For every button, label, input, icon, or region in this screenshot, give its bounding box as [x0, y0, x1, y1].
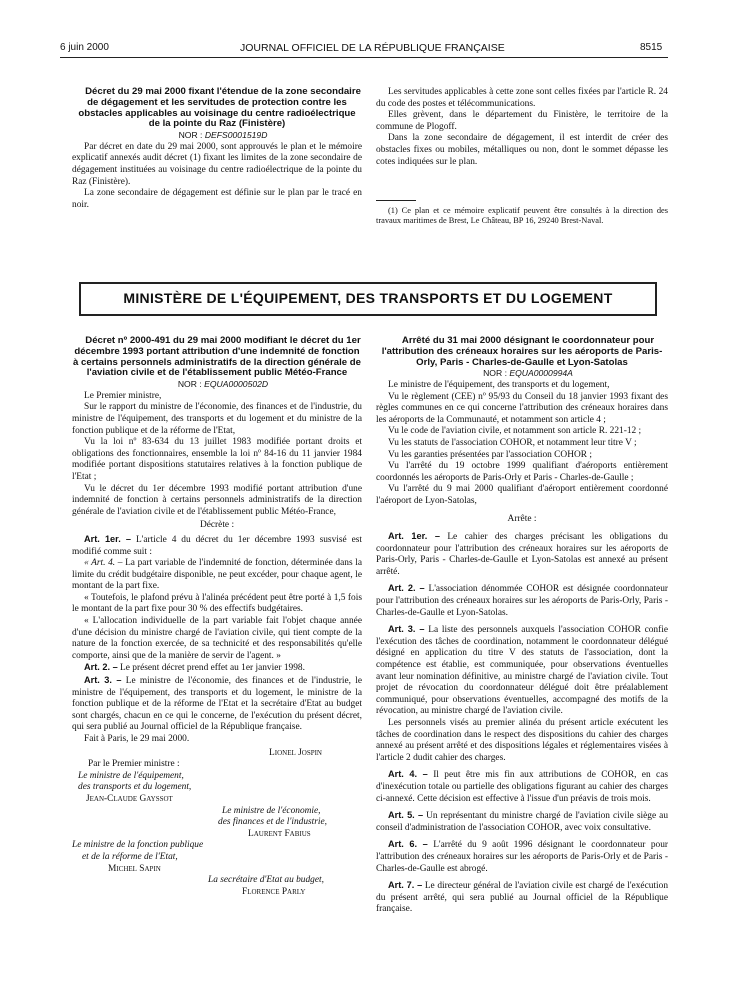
paragraph: Elles grèvent, dans le département du Finistère, le territoire de la commune de Plogoff.: [376, 110, 668, 132]
paragraph: Le ministre de l'équipement, des transports et du logement,: [388, 379, 610, 390]
article-text: Il peut être mis fin aux attributions de COHOR, en cas d'inexécution totale ou partielle des obligations figurant au cahier des charges ci-annexé. Cette décision est effective à l'issue d'un préavis de trois mois.: [376, 770, 669, 804]
sig4-name: Florence Parly: [242, 886, 306, 897]
decrete: Décrète :: [199, 520, 235, 531]
paragraph: La zone secondaire de dégagement est définie sur le plan par le tracé en noir.: [72, 188, 362, 210]
article-label: Art. 7. –: [388, 880, 423, 891]
page-date: 6 juin 2000: [60, 42, 109, 53]
paragraph: Par décret en date du 29 mai 2000, sont approuvés le plan et le mémoire explicatif annexés audit décret (1) fixant les limites de la zone secondaire de dégagement instituées au voisinage du centre radioélectrique de la pointe du Raz (Finistère).: [72, 141, 362, 187]
article-label: Art. 2. –: [388, 583, 425, 594]
footnote: [376, 206, 668, 226]
quote-1: [72, 558, 362, 593]
article-3-p2: Les personnels visés au premier alinéa du présent article exécutent les tâches de coordination dans le respect des dispositions du cahier des charges annexé au présent arrêté et des dispositions légales et réglementaires visées à l'article 2 dudit cahier des charges.: [376, 718, 668, 763]
paragraph: Vu les statuts de l'association COHOR, et notamment leur titre V ;: [388, 437, 637, 448]
article-text: L'arrêté du 9 août 1996 désignant le coordonnateur pour l'attribution des créneaux horaires sur les aéroports de Paris-Orly et de Paris - Charles-de-Gaulle est abrogé.: [376, 840, 669, 874]
paragraph: Les servitudes applicables à cette zone sont celles fixées par l'article R. 24 du code des postes et télécommunications.: [376, 87, 668, 109]
article-label: Art. 6. –: [388, 839, 428, 850]
sig4-role1: La secrétaire d'Etat au budget,: [208, 875, 324, 886]
article-label: Art. 1er. –: [84, 533, 132, 544]
par-le-pm: Par le Premier ministre :: [88, 759, 180, 770]
article-label: Art. 3. –: [84, 675, 122, 686]
article-6: [376, 839, 668, 875]
article-2: [376, 583, 668, 619]
article-7: [376, 880, 668, 916]
ministry-title: MINISTÈRE DE L'ÉQUIPEMENT, DES TRANSPORTS ET DU LOGEMENT: [123, 290, 613, 306]
article-1: [376, 531, 668, 578]
sig2-name: Laurent Fabius: [248, 828, 311, 839]
paragraph: Vu le décret du 1er décembre 1993 modifié portant attribution d'une indemnité de fonction à certains personnels administratifs de la direction générale de l'aviation civile et de l'établissement public Météo-France,: [72, 483, 362, 517]
right-arrete-column: [376, 336, 668, 916]
article-4: [376, 769, 668, 805]
article-text: Un représentant du ministre chargé de l'aviation civile siège au conseil d'administration de l'association COHOR, avec voix consultative.: [376, 811, 669, 833]
quote-3: « L'allocation individuelle de la part variable fait l'objet chaque année d'une décision du ministre chargé de l'aviation civile, qui tient compte de la nature de la fonction exercée, de sa technicité et des responsabilités qu'elle comporte, ainsi que de la manière de servir de l'agent. »: [72, 616, 362, 661]
quote-text: La part variable de l'indemnité de fonction, déterminée dans la limite du crédit budgétaire disponible, ne peut excéder, pour chaque agent, le montant de la part fixe.: [72, 558, 362, 592]
paragraph: Vu l'arrêté du 9 mai 2000 qualifiant d'aéroport entièrement coordonné l'aéroport de Lyon-Satolas,: [376, 484, 668, 506]
article-text: Le ministre de l'économie, des finances et de l'industrie, le ministre de l'équipement, des transports et du logement, le ministre de la fonction publique et de la réforme de l'Etat et la secrétaire d'Etat au budget sont chargés, chacun en ce qui le concerne, de l'exécution du présent décret, qui sera publié au Journal officiel de la République française.: [72, 676, 363, 733]
nor-line: [72, 130, 362, 142]
sig1-name: Jean-Claude Gayssot: [86, 793, 173, 804]
paragraph: Dans la zone secondaire de dégagement, il est interdit de créer des obstacles fixes ou mobiles, métalliques ou non, dont le sommet dépasse les cotes indiquées sur le plan.: [376, 133, 668, 167]
nor-code: EQUA0000994A: [509, 368, 573, 379]
arrete-title: Arrêté du 31 mai 2000 désignant le coordonnateur pour l'attribution des créneaux horaires sur les aéroports de Paris-Orly, Paris - Charles-de-Gaulle et Lyon-Satolas: [381, 335, 663, 368]
top-left-column: [72, 87, 362, 211]
journal-title: JOURNAL OFFICIEL DE LA RÉPUBLIQUE FRANÇAISE: [240, 42, 505, 54]
article-text: Le cahier des charges précisant les obligations du coordonnateur pour l'attribution des créneaux horaires sur les aéroports de Paris-Orly, Paris - Charles-de-Gaulle et Lyon-Satolas est annexé au présent arrêté.: [376, 532, 668, 577]
article-2: [72, 662, 362, 675]
header-rule: [60, 57, 668, 58]
article-label: Art. 2. –: [84, 662, 118, 673]
paragraph: Vu l'arrêté du 19 octobre 1999 qualifiant d'aéroports entièrement coordonnés les aéroports de Paris-Orly et Paris - Charles-de-Gaulle ;: [376, 461, 668, 483]
paragraph: Le Premier ministre,: [84, 390, 162, 401]
page-number: 8515: [640, 42, 663, 53]
nor-label: NOR :: [178, 130, 203, 141]
left-decree-column: [72, 336, 362, 898]
paragraph: Vu le règlement (CEE) nº 95/93 du Conseil du 18 janvier 1993 fixant des règles communes en ce qui concerne l'attribution des créneaux horaires dans les aéroports de la Communauté, et notamment son article 4 ;: [376, 391, 668, 425]
sig3-role2: et de la réforme de l'Etat,: [82, 851, 178, 862]
done-at: Fait à Paris, le 29 mai 2000.: [84, 734, 190, 744]
nor-label: NOR :: [483, 368, 507, 379]
article-label: Art. 4. –: [388, 769, 428, 780]
decree-title-raz: Décret du 29 mai 2000 fixant l'étendue de la zone secondaire de dégagement et les servitudes de protection contre les obstacles applicables au voisinage du centre radioélectrique de la pointe du Raz (Finistère): [78, 86, 361, 130]
sig1-role1: Le ministre de l'équipement,: [78, 770, 184, 781]
article-3: [72, 675, 362, 734]
quote-2: « Toutefois, le plafond prévu à l'alinéa précédent peut être porté à 1,5 fois le montant de la part fixe pour 30 % des effectifs budgétaires.: [72, 592, 362, 615]
arrete-label: Arrête :: [507, 513, 537, 524]
sig2-role1: Le ministre de l'économie,: [222, 805, 321, 816]
article-text: La liste des personnels auxquels l'association COHOR confie l'exécution des tâches de coordination, notamment le coordonnateur délégué désigné en application du titre V des statuts de l'association, dont la compétence est établie, est communiquée, pour observations éventuelles avant leur nomination définitive, au ministre chargé de l'aviation civile. Tout projet de révocation du coordonnateur délégué doit être préalablement communiqué, pour observations éventuelles, accompagné des motifs de la révocation, au ministre chargé de l'aviation civile.: [376, 625, 669, 717]
article-5: [376, 810, 668, 834]
article-label: Art. 1er. –: [388, 531, 440, 542]
top-right-column: [376, 87, 668, 168]
nor-code: EQUA0000502D: [204, 379, 269, 390]
article-text: Le présent décret prend effet au 1er janvier 1998.: [120, 663, 305, 674]
decree-title-491: Décret nº 2000-491 du 29 mai 2000 modifiant le décret du 1er décembre 1993 portant attribution d'une indemnité de fonction à certains personnels administratifs de la direction générale de l'aviation civile et de l'établissement public Météo-France: [73, 335, 361, 379]
article-text: L'article 4 du décret du 1er décembre 1993 susvisé est modifié comme suit :: [72, 534, 363, 557]
ministry-banner: [79, 282, 657, 316]
paragraph: Vu le code de l'aviation civile, et notamment son article R. 221-12 ;: [388, 426, 642, 437]
signer-pm: Lionel Jospin: [269, 747, 322, 758]
article-3: [376, 624, 668, 718]
article-1: [72, 534, 362, 558]
quote-label: « Art. 4. –: [84, 558, 123, 569]
sig3-name: Michel Sapin: [108, 863, 161, 874]
article-text: L'association dénommée COHOR est désignée coordonnateur pour l'attribution des créneaux horaires sur les aéroports de Paris-Orly, Paris - Charles-de-Gaulle et Lyon-Satolas.: [376, 584, 668, 618]
paragraph: Sur le rapport du ministre de l'économie, des finances et de l'industrie, du ministre de l'équipement, des transports et du logement et du ministre de la fonction publique et de la réforme de l'Etat,: [72, 402, 362, 436]
sig3-role1: Le ministre de la fonction publique: [72, 840, 204, 851]
article-label: Art. 3. –: [388, 624, 425, 635]
nor-line: [72, 379, 362, 391]
article-text: Le directeur général de l'aviation civile est chargé de l'exécution du présent arrêté, qui sera publié au Journal officiel de la République française.: [376, 881, 669, 915]
sig2-role2: des finances et de l'industrie,: [218, 817, 328, 828]
nor-line: [376, 368, 668, 380]
paragraph: Vu les garanties présentées par l'association COHOR ;: [388, 449, 592, 460]
sig1-role2: des transports et du logement,: [78, 782, 192, 793]
footnote-text: (1) Ce plan et ce mémoire explicatif peuvent être consultés à la direction des travaux maritimes de Brest, Le Château, BP 16, 29240 Brest-Naval.: [376, 206, 668, 225]
article-label: Art. 5. –: [388, 810, 424, 821]
paragraph: Vu la loi nº 83-634 du 13 juillet 1983 modifiée portant droits et obligations des fonctionnaires, ensemble la loi nº 84-16 du 11 janvier 1984 modifiée portant dispositions statutaires relatives à la fonction publique de l'Etat ;: [72, 437, 362, 482]
nor-code: DEFS0001519D: [204, 130, 268, 141]
footnote-rule: [376, 200, 416, 201]
nor-label: NOR :: [177, 379, 202, 390]
